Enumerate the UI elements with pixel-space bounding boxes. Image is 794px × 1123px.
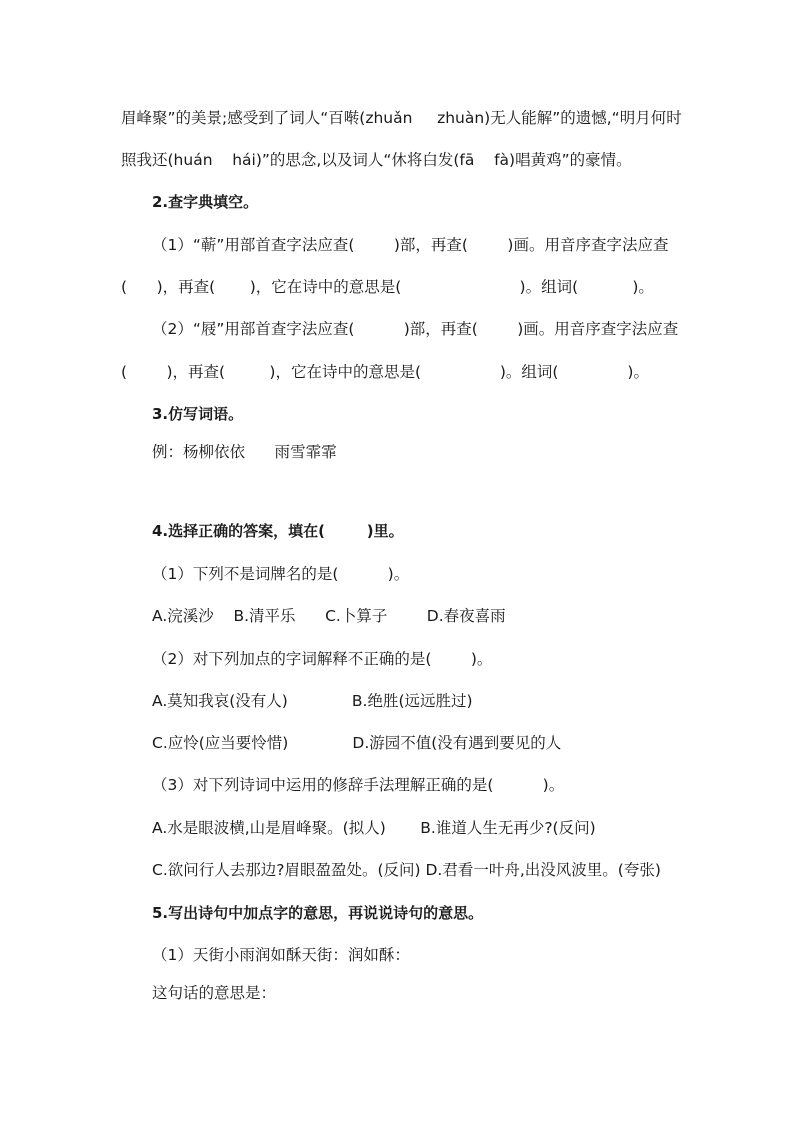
question-4-1-options: A.浣溪沙 B.清平乐 C.卜算子 D.春夜喜雨 [152,607,506,625]
question-3-heading: 3.仿写词语。 [152,405,244,423]
question-2-1-line-1: （1）“蕲”用部首查字法应查( )部，再查( )画。用音序查字法应查 [152,236,669,254]
question-2-2-line-1: （2）“屐”用部首查字法应查( )部，再查( )画。用音序查字法应查 [152,320,679,338]
intro-line-2: 照我还(huán hái)”的思念,以及词人“休将白发(fā fà)唱黄鸡”的豪情。 [121,151,632,169]
intro-line-1: 眉峰聚”的美景;感受到了词人“百啭(zhuǎn zhuàn)无人能解”的遗憾,“明月何时 [121,109,682,127]
question-3-example: 例：杨柳依依 雨雪霏霏 [152,443,337,461]
question-5-1-prompt: （1）天街小雨润如酥天街：润如酥： [152,946,410,964]
question-4-heading: 4.选择正确的答案，填在( )里。 [152,522,404,540]
question-5-1-meaning: 这句话的意思是： [152,984,277,1002]
question-4-3-options-ab: A.水是眼波横,山是眉峰聚。(拟人) B.谁道人生无再少?(反问) [152,819,596,837]
question-5-heading: 5.写出诗句中加点字的意思，再说说诗句的意思。 [152,904,484,922]
question-2-1-line-2: ( )，再查( )，它在诗中的意思是( )。组词( )。 [121,278,654,296]
question-2-heading: 2.查字典填空。 [152,193,259,211]
question-4-2-prompt: （2）对下列加点的字词解释不正确的是( )。 [152,650,493,668]
question-4-3-prompt: （3）对下列诗词中运用的修辞手法理解正确的是( )。 [152,776,565,794]
question-2-2-line-2: ( )，再查( )，它在诗中的意思是( )。组词( )。 [121,363,649,381]
question-4-2-options-ab: A.莫知我哀(没有人) B.绝胜(远远胜过) [152,692,473,710]
question-4-1-prompt: （1）下列不是词牌名的是( )。 [152,565,410,583]
question-4-3-options-cd: C.欲问行人去那边?眉眼盈盈处。(反问) D.君看一叶舟,出没风波里。(夸张) [152,861,661,879]
question-4-2-options-cd: C.应怜(应当要怜惜) D.游园不值(没有遇到要见的人 [152,734,562,752]
